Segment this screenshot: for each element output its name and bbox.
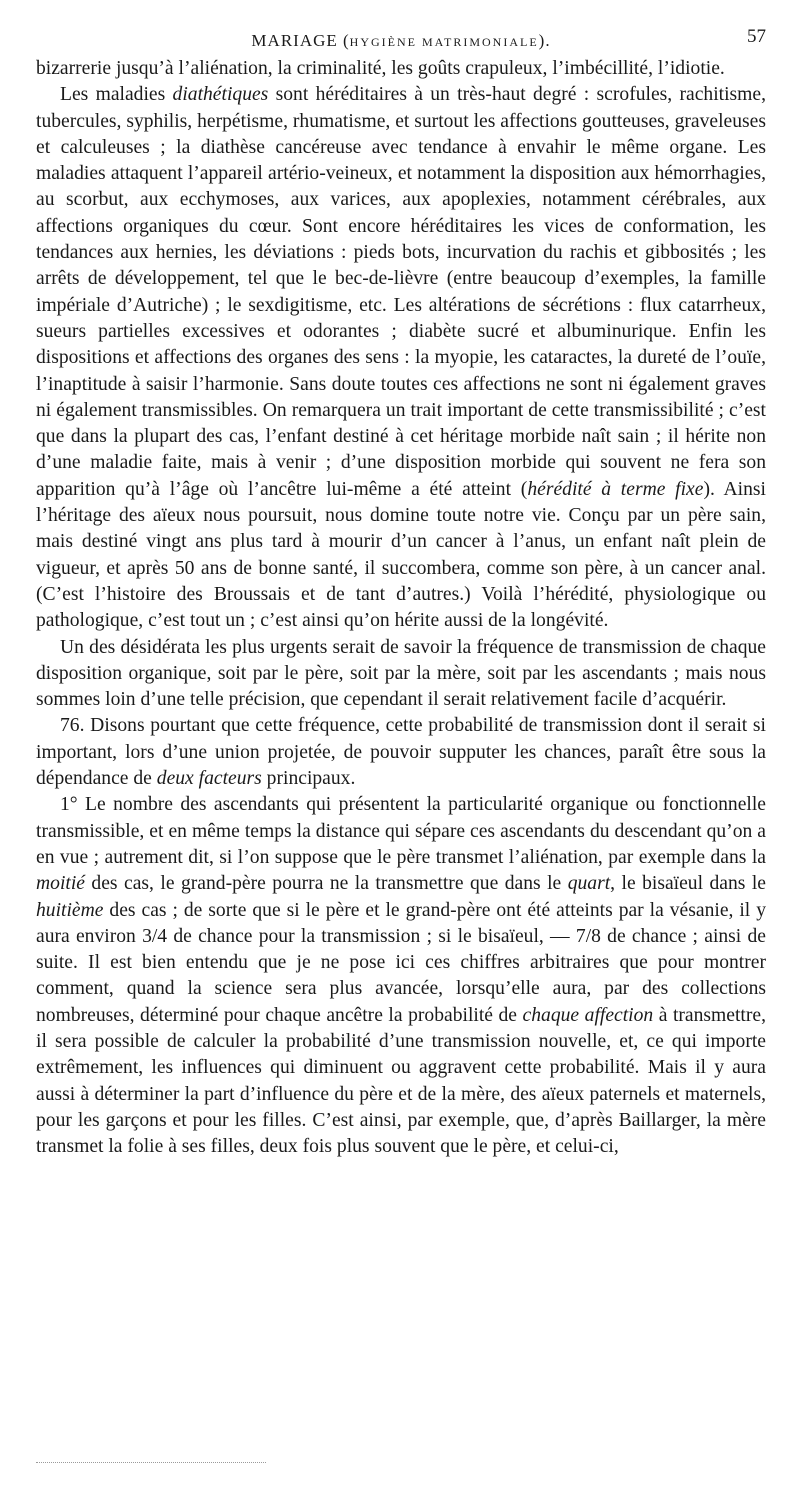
text-run: ). Ainsi l’héritage des aïeux nous poursuit, nous domine toute notre vie. Conçu par un père sain, mais destiné vingt ans plus tard à mourir d’un cancer à l’anus, un enfant naît plein de vigueur, et après 50 ans de bonne santé, il succombera, comme son père, à un cancer anal. (C’est l’histoire des Broussais et de tant d’autres.) Voilà l’hérédité, physiologique ou pathologique, c’est tout un ; c’est ainsi qu’on hérite aussi de la longévité.	[36, 478, 766, 632]
text-run: à transmettre, il sera possible de calculer la probabilité d’une transmission nouvelle, et, ce qui importe extrêmement, les influences qui diminuent ou aggravent cette probabilité. Mais il y aura aussi à déterminer la part d’influence du père et de la mère, des aïeux paternels et maternels, pour les garçons et pour les filles. C’est ainsi, par exemple, que, d’après Baillarger, la mère transmet la folie à ses filles, deux fois plus souvent que le père, et celui-ci,	[36, 1004, 766, 1158]
running-title	[36, 28, 766, 55]
text-run: 1° Le nombre des ascendants qui présentent la particularité organique ou fonctionnelle transmissible, et en même temps la distance qui sépare ces ascendants du descendant qu’on a en vue ; autrement dit, si l’on suppose que le père transmet l’aliénation, par exemple dans la	[36, 794, 766, 868]
text-run: des cas ; de sorte que si le père et le grand-père ont été atteints par la vésanie, il y aura environ 3/4 de chance pour la transmission ; si le bisaïeul, — 7/8 de chance ; ainsi de suite. Il est bien entendu que je ne pose ici ces chiffres arbitraires que pour montrer comment, quand la science sera plus avancée, lorsqu’elle aura, par des collections nombreuses, déterminé pour chaque ancêtre la probabilité de	[36, 899, 766, 1026]
running-header	[36, 28, 766, 56]
text-run: 76. Disons pourtant que cette fréquence, cette probabilité de transmission dont il serait si important, lors d’une union projetée, de pouvoir supputer les chances, paraît être sous la dépendance de	[36, 715, 766, 790]
text-run: Les maladies	[60, 84, 173, 106]
text-run: , le bisaïeul dans le	[610, 873, 766, 895]
body-text	[36, 56, 766, 1160]
italic-term: moitié	[36, 873, 85, 895]
book-page	[36, 28, 766, 1160]
paragraph-p3	[36, 635, 766, 714]
italic-term: diathétiques	[172, 84, 269, 106]
paragraph-p5	[36, 792, 766, 1160]
text-run: des cas, le grand-père pourra ne la transmettre que dans le	[84, 873, 568, 895]
running-title-sub: HYGIÈNE MATRIMONIALE	[349, 35, 539, 49]
running-title-end: ).	[538, 31, 551, 50]
footer-rule	[36, 1462, 266, 1463]
paragraph-p4	[36, 713, 766, 792]
italic-term: deux facteurs	[156, 768, 262, 790]
italic-term: hérédité à terme fixe	[527, 478, 704, 500]
paragraph-p1	[36, 56, 766, 82]
text-run: sont héréditaires à un très-haut degré : scrofules, rachitisme, tubercules, syphilis, herpétisme, rhumatisme, et surtout les affections goutteuses, graveleuses et calculeuses ; la diathèse cancéreuse avec tendance à envahir le même organe. Les maladies attaquent l’appareil artério-veineux, et notamment la disposition aux hémorrhagies, au scorbut, aux ecchymoses, aux varices, aux apoplexies, notamment cérébrales, aux affections organiques du cœur. Sont encore héréditaires les vices de conformation, les tendances aux hernies, les déviations : pieds bots, incurvation du rachis et gibbosités ; les arrêts de développement, tel que le bec-de-lièvre (entre beaucoup d’exemples, la famille impériale d’Autriche) ; le sexdigitisme, etc. Les altérations de sécrétions : flux catarrheux, sueurs partielles excessives et odorantes ; diabète sucré et albuminurique. Enfin les dispositions et affections des organes des sens : la myopie, les cataractes, la dureté de l’ouïe, l’inaptitude à saisir l’harmonie. Sans doute toutes ces affections ne sont ni également graves ni également transmissibles. On remarquera un trait important de cette transmissibilité ; c’est que dans la plupart des cas, l’enfant destiné à cet héritage morbide naît sain ; il hérite non d’une maladie faite, mais à venir ; d’une disposition morbide qui souvent ne fera son apparition qu’à l’âge où l’ancêtre lui-même a été atteint (	[36, 84, 766, 500]
page-number: 57	[747, 26, 766, 47]
text-run: Un des désidérata les plus urgents serait de savoir la fréquence de transmission de chaque disposition organique, soit par le père, soit par la mère, soit par les ascendants ; mais nous sommes loin d’une telle précision, que cependant il serait relativement facile d’acquérir.	[36, 636, 766, 711]
paragraph-p2	[36, 82, 766, 634]
running-title-main: MARIAGE (	[251, 31, 350, 50]
italic-term: chaque affection	[522, 1004, 654, 1026]
text-run: bizarrerie jusqu’à l’aliénation, la criminalité, les goûts crapuleux, l’imbécillité, l’idiotie.	[36, 58, 725, 79]
italic-term: huitième	[36, 899, 104, 921]
text-run: principaux.	[261, 768, 356, 790]
italic-term: quart	[567, 873, 611, 895]
